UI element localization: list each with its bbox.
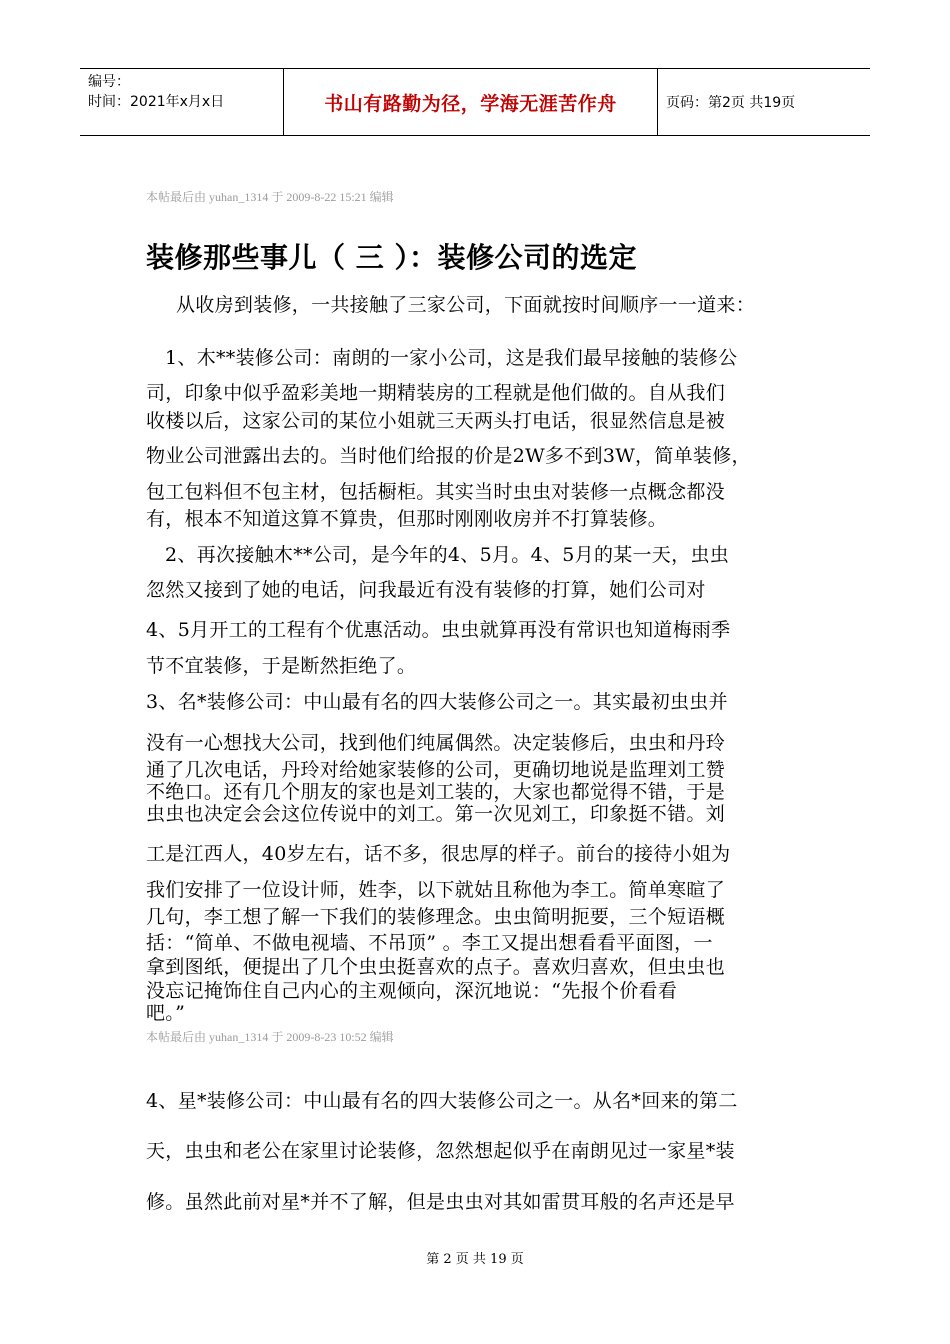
number-label: 编号： [88,74,130,90]
page-header [80,68,870,136]
header-meta [80,69,283,135]
paragraph-line: 3、名*装修公司：中山最有名的四大装修公司之一。其实最初虫虫并 [146,691,728,713]
edit-note: 本帖最后由 yuhan_1314 于 2009-8-22 15:21 编辑 [146,190,394,204]
motto: 书山有路勤为径，学海无涯苦作舟 [324,92,617,115]
paragraph-line: 没忘记掩饰住自己内心的主观倾向，深沉地说：“先报个价看看 [146,980,678,1002]
edit-note: 本帖最后由 yuhan_1314 于 2009-8-23 10:52 编辑 [146,1030,394,1044]
paragraph-line: 虫虫也决定会会这位传说中的刘工。第一次见刘工，印象挺不错。刘 [146,803,726,825]
paragraph-line: 包工包料但不包主材，包括橱柜。其实当时虫虫对装修一点概念都没 [146,481,726,503]
paragraph-line: 吧。” [146,1002,186,1024]
paragraph-line: 有，根本不知道这算不算贵，但那时刚刚收房并不打算装修。 [146,508,668,530]
paragraph-line: 忽然又接到了她的电话，问我最近有没有装修的打算，她们公司对 [146,579,706,601]
header-motto-cell [283,69,658,135]
paragraph-line: 我们安排了一位设计师，姓李，以下就姑且称他为李工。简单寒暄了 [146,879,726,901]
article-title: 装修那些事儿（ 三 ）：装修公司的选定 [146,241,637,274]
paragraph-line: 收楼以后，这家公司的某位小姐就三天两头打电话，很显然信息是被 [146,410,726,432]
paragraph-line: 物业公司泄露出去的。当时他们给报的价是2W多不到3W，简单装修， [146,445,751,467]
paragraph-line: 括：“简单、不做电视墙、不吊顶” 。李工又提出想看看平面图，一 [146,932,713,954]
paragraph-line: 4、星*装修公司：中山最有名的四大装修公司之一。从名*回来的第二 [146,1090,738,1112]
paragraph-line: 工是江西人，40岁左右，话不多，很忠厚的样子。前台的接待小姐为 [146,843,731,865]
page-indicator: 页码：第2页 共19页 [666,95,796,111]
paragraph-line: 修。虽然此前对星*并不了解，但是虫虫对其如雷贯耳般的名声还是早 [146,1191,735,1213]
paragraph-line: 天，虫虫和老公在家里讨论装修，忽然想起似乎在南朗见过一家星*装 [146,1140,735,1162]
paragraph-line: 4、5月开工的工程有个优惠活动。虫虫就算再没有常识也知道梅雨季 [146,619,731,641]
paragraph-line: 节不宜装修，于是断然拒绝了。 [146,655,417,677]
date-label: 时间：2021年x月x日 [88,94,225,110]
paragraph-line: 1、木**装修公司：南朗的一家小公司，这是我们最早接触的装修公 [165,347,738,369]
paragraph-line: 通了几次电话，丹玲对给她家装修的公司，更确切地说是监理刘工赞 [146,759,726,781]
paragraph-line: 拿到图纸，便提出了几个虫虫挺喜欢的点子。喜欢归喜欢，但虫虫也 [146,956,726,978]
paragraph-line: 司，印象中似乎盈彩美地一期精装房的工程就是他们做的。自从我们 [146,382,726,404]
paragraph-line: 几句，李工想了解一下我们的装修理念。虫虫简明扼要，三个短语概 [146,906,726,928]
paragraph-line: 不绝口。还有几个朋友的家也是刘工装的，大家也都觉得不错，于是 [146,781,726,803]
paragraph-line: 从收房到装修，一共接触了三家公司，下面就按时间顺序一一道来： [176,294,756,316]
page-footer: 第 2 页 共 19 页 [426,1252,524,1267]
paragraph-line: 没有一心想找大公司，找到他们纯属偶然。决定装修后，虫虫和丹玲 [146,732,726,754]
paragraph-line: 2、再次接触木**公司，是今年的4、5月。4、5月的某一天，虫虫 [165,544,730,566]
